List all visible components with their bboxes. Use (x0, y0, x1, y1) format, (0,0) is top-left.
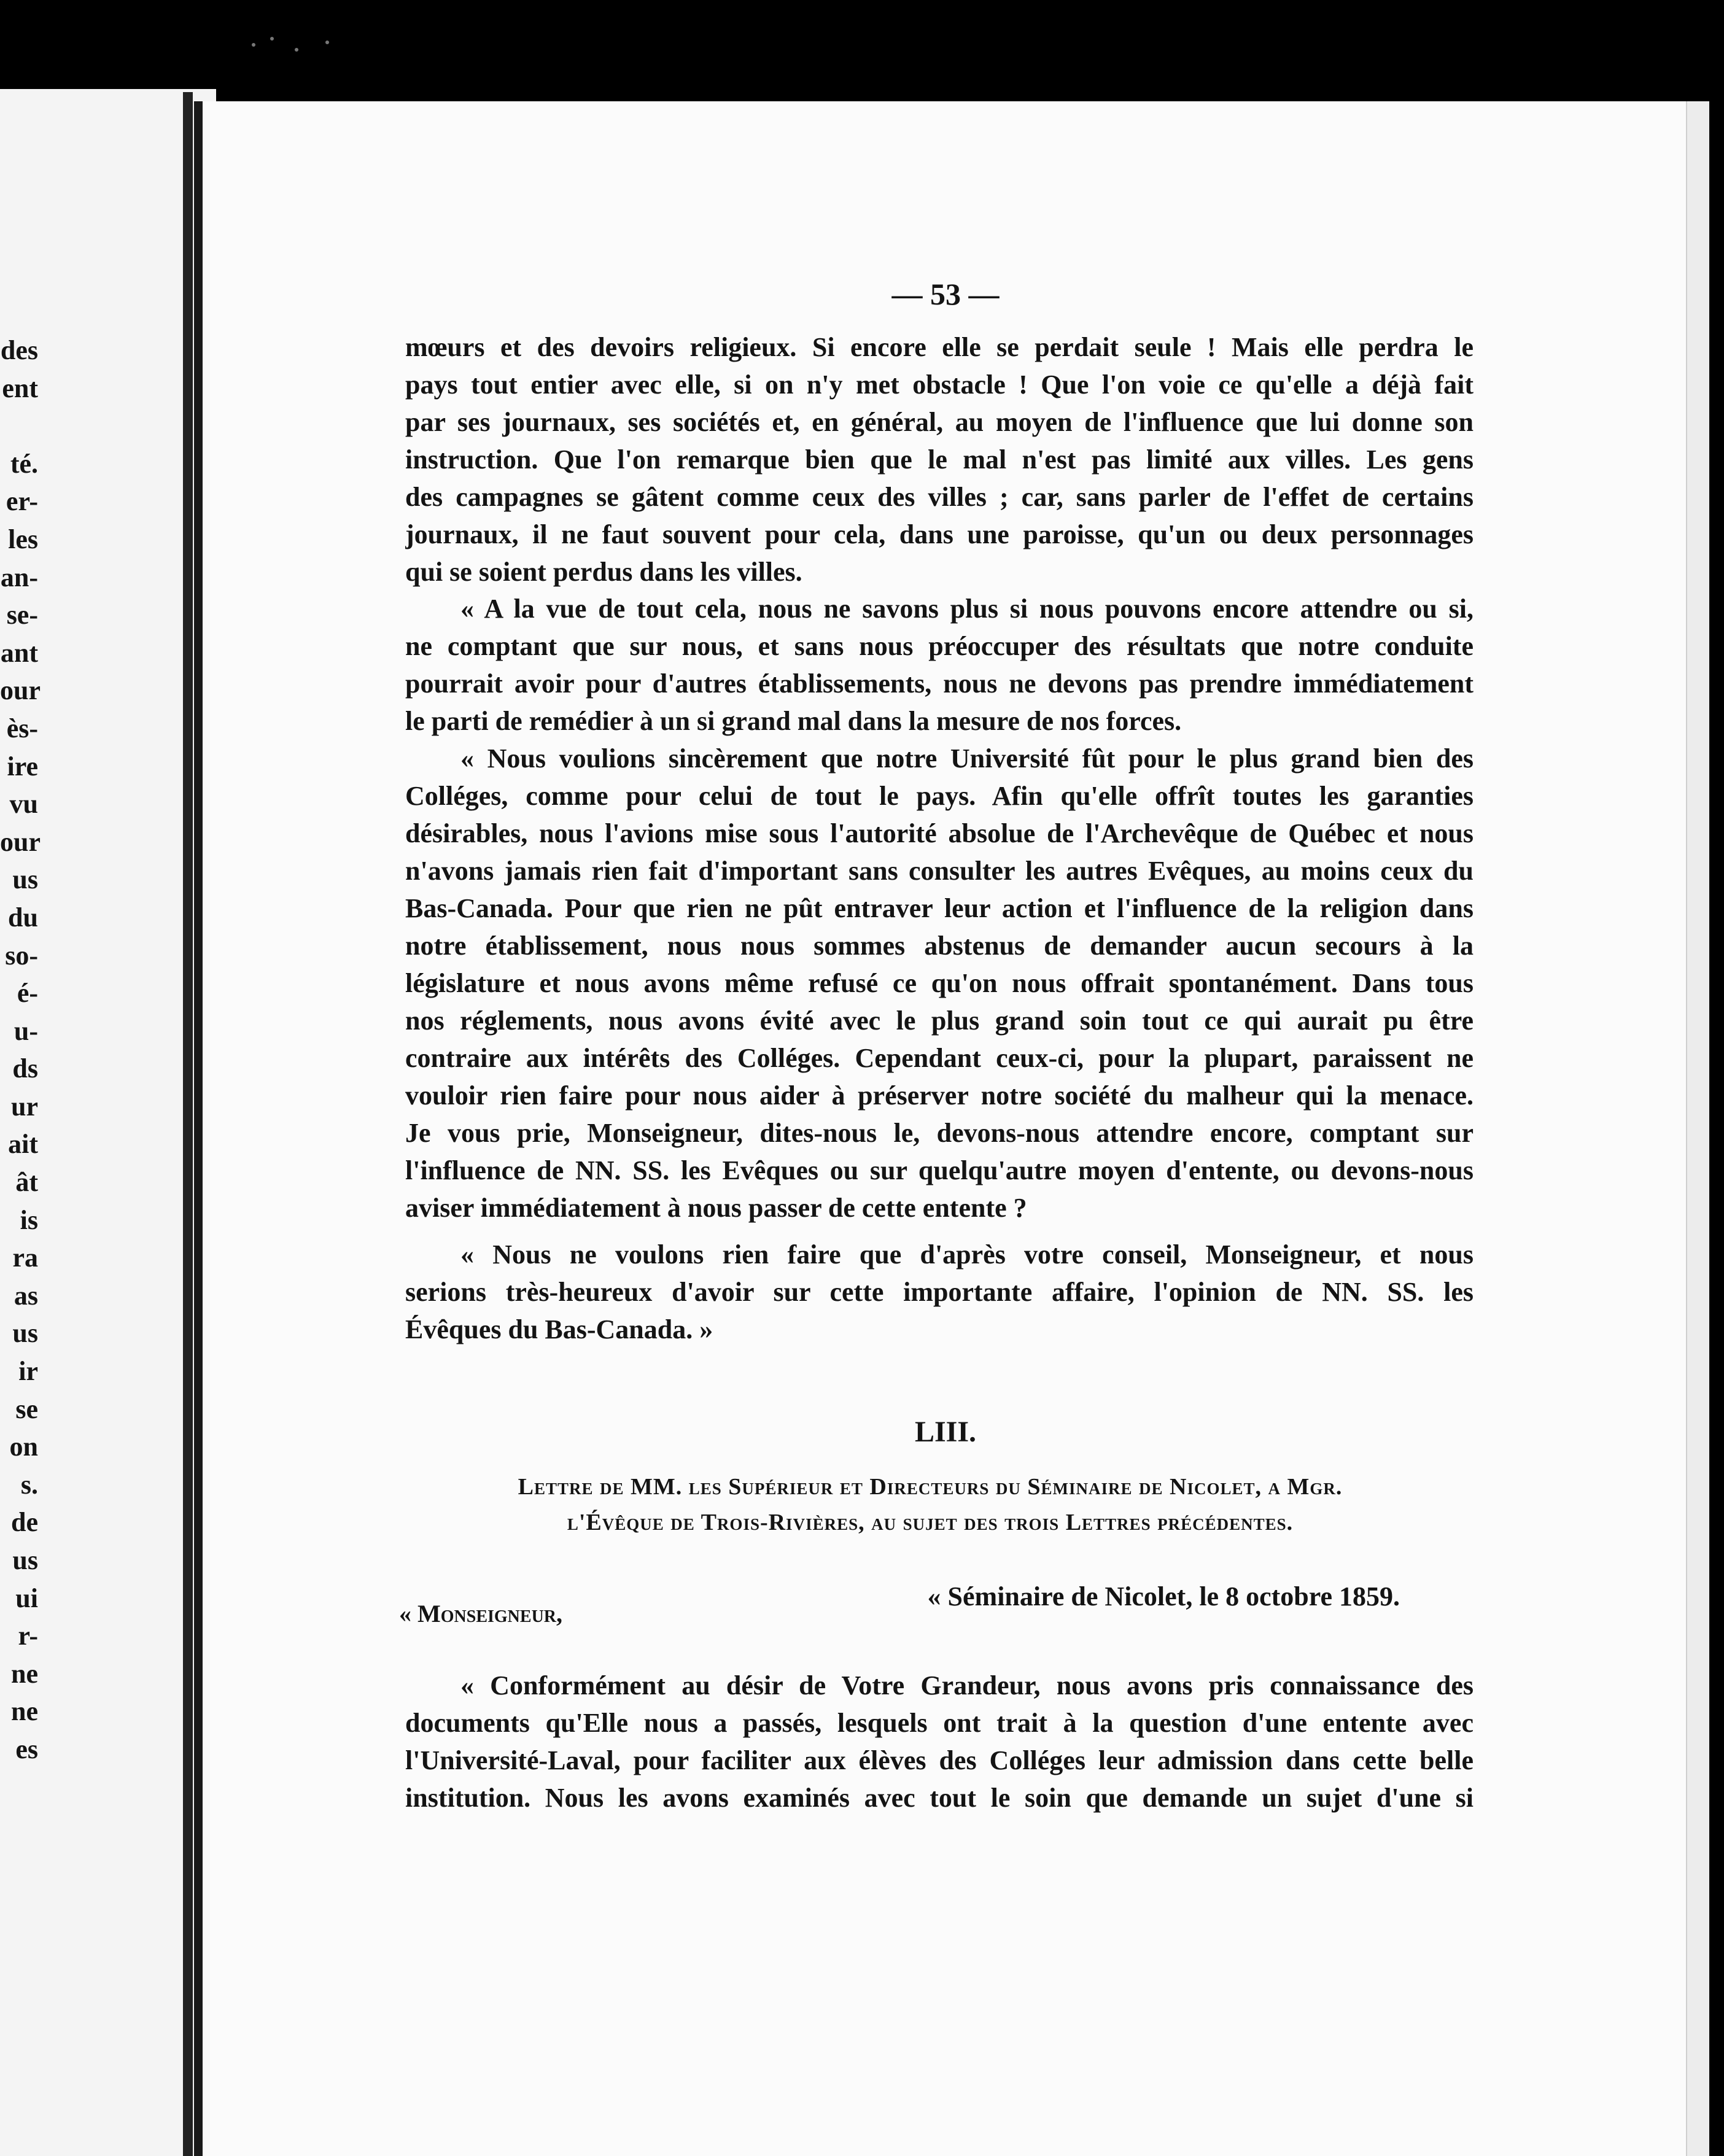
fragment-line: ant (0, 637, 38, 668)
text-line: vouloir rien faire pour nous aider à préserver notre société du malheur qui la menace. (405, 1080, 1474, 1111)
text-line: documents qu'Elle nous a passés, lesquels ont trait à la question d'une entente avec (405, 1708, 1474, 1738)
fragment-line: ra (12, 1243, 38, 1273)
text-line: pourrait avoir pour d'autres établissements, nous ne devons pas prendre immédiatement (405, 669, 1474, 699)
fragment-line: s. (20, 1469, 38, 1500)
letter-heading-line-2: l'Évêque de Trois-Rivières, au sujet des trois Lettres précédentes. (567, 1510, 1294, 1535)
previous-page-text-fragments (0, 332, 41, 1769)
page-number: — 53 — (891, 277, 1000, 311)
text-line: ne comptant que sur nous, et sans nous préoccuper des résultats que notre conduite (405, 631, 1474, 661)
text-line: Évêques du Bas-Canada. » (405, 1314, 713, 1344)
paragraph-conformement (405, 1670, 1474, 1820)
fragment-line: an- (0, 562, 38, 592)
paragraph-a-la-vue (405, 593, 1474, 743)
dateline: « Séminaire de Nicolet, le 8 octobre 1859. (927, 1581, 1400, 1611)
text-line: pays tout entier avec elle, si on n'y met obstacle ! Que l'on voie ce qu'elle a déjà fait (405, 370, 1474, 400)
text-line: qui se soient perdus dans les villes. (405, 557, 802, 587)
fragment-line: ur (11, 1091, 38, 1122)
fragment-line: as (14, 1280, 38, 1311)
fragment-line: ès- (6, 713, 38, 743)
text-line: « A la vue de tout cela, nous ne savons plus si nous pouvons encore attendre ou si, (460, 594, 1474, 624)
page-right-edge (1686, 101, 1709, 2156)
page-left-shadow (194, 101, 203, 2156)
fragment-line: des (0, 335, 38, 365)
fragment-line: de (11, 1507, 38, 1538)
text-line: par ses journaux, ses sociétés et, en général, au moyen de l'influence que lui donne son (405, 407, 1474, 437)
fragment-line: r- (18, 1621, 38, 1651)
fragment-line: té. (10, 448, 38, 479)
text-line: notre établissement, nous nous sommes abstenus de demander aucun secours à la (405, 931, 1474, 961)
fragment-line: ne (11, 1696, 38, 1727)
text-line: désirables, nous l'avions mise sous l'autorité absolue de l'Archevêque de Québec et nous (405, 818, 1474, 848)
section-number: LIII. (914, 1416, 977, 1448)
fragment-line: ât (15, 1167, 38, 1198)
fragment-line: ui (15, 1583, 38, 1613)
paragraph-continuation (405, 332, 1474, 594)
text-line: journaux, il ne faut souvent pour cela, dans une paroisse, qu'un ou deux personnages (405, 519, 1474, 549)
text-line: le parti de remédier à un si grand mal dans la mesure de nos forces. (405, 706, 1182, 736)
text-line: législature et nous avons même refusé ce qu'on nous offrait spontanément. Dans tous (405, 968, 1474, 998)
fragment-line: ir (18, 1356, 38, 1387)
fragment-line: er- (6, 486, 38, 517)
fragment-line: é- (17, 978, 38, 1009)
text-line: « Nous ne voulons rien faire que d'après votre conseil, Monseigneur, et nous (460, 1239, 1474, 1270)
text-line: contraire aux intérêts des Colléges. Cependant ceux-ci, pour la plupart, paraissent ne (405, 1043, 1474, 1073)
fragment-line: our (0, 675, 41, 706)
fragment-line: our (0, 826, 41, 857)
text-line: des campagnes se gâtent comme ceux des villes ; car, sans parler de l'effet de certains (405, 482, 1474, 512)
fragment-line: on (9, 1432, 38, 1462)
fragment-line: se (15, 1394, 38, 1424)
fragment-line: us (12, 1318, 38, 1349)
text-line: Je vous prie, Monseigneur, dites-nous le, devons-nous attendre encore, comptant sur (405, 1118, 1474, 1148)
fragment-line: se- (6, 600, 38, 630)
fragment-line: so- (5, 940, 38, 971)
text-line: institution. Nous les avons examinés avec tout le soin que demande un sujet d'une si (405, 1783, 1474, 1813)
fragment-line: ait (8, 1129, 38, 1160)
fragment-line: ne (11, 1658, 38, 1689)
binding-gutter (183, 92, 193, 2156)
text-line: l'Université-Laval, pour faciliter aux élèves des Colléges leur admission dans cette belle (405, 1745, 1474, 1775)
letter-heading-line-1: Lettre de MM. les Supérieur et Directeurs du Séminaire de Nicolet, a Mgr. (518, 1474, 1343, 1500)
text-line: l'influence de NN. SS. les Evêques ou sur quelqu'autre moyen d'entente, ou devons-nous (405, 1155, 1474, 1185)
scan-noise (233, 31, 393, 61)
fragment-line (0, 407, 38, 445)
fragment-line: es (15, 1734, 38, 1764)
fragment-line: les (8, 524, 38, 554)
text-line: mœurs et des devoirs religieux. Si encore elle se perdait seule ! Mais elle perdra le (405, 332, 1474, 362)
fragment-line: us (12, 1545, 38, 1575)
text-line: « Conformément au désir de Votre Grandeur, nous avons pris connaissance des (460, 1670, 1474, 1700)
text-line: nos réglements, nous avons évité avec le plus grand soin tout ce qui aurait pu être (405, 1006, 1474, 1036)
text-line: aviser immédiatement à nous passer de cette entente ? (405, 1193, 1027, 1223)
paragraph-conseil (405, 1239, 1474, 1351)
text-line: Bas-Canada. Pour que rien ne pût entraver leur action et l'influence de la religion dans (405, 893, 1474, 923)
text-line: n'avons jamais rien fait d'important sans consulter les autres Evêques, au moins ceux du (405, 856, 1474, 886)
fragment-line: ire (7, 751, 38, 781)
fragment-line: u- (14, 1015, 38, 1046)
text-line: Colléges, comme pour celui de tout le pays. Afin qu'elle offrît toutes les garanties (405, 781, 1474, 811)
fragment-line: is (20, 1204, 38, 1235)
fragment-line: ds (12, 1053, 38, 1084)
salutation: « Monseigneur, (399, 1600, 563, 1627)
fragment-line: us (12, 864, 38, 895)
fragment-line: vu (9, 789, 38, 820)
fragment-line: ent (2, 373, 38, 403)
paragraph-universite (405, 743, 1474, 1230)
fragment-line: du (8, 902, 38, 933)
text-line: « Nous voulions sincèrement que notre Université fût pour le plus grand bien des (460, 743, 1474, 774)
text-line: instruction. Que l'on remarque bien que le mal n'est pas limité aux villes. Les gens (405, 444, 1474, 475)
text-line: serions très-heureux d'avoir sur cette importante affaire, l'opinion de NN. SS. les (405, 1277, 1474, 1307)
